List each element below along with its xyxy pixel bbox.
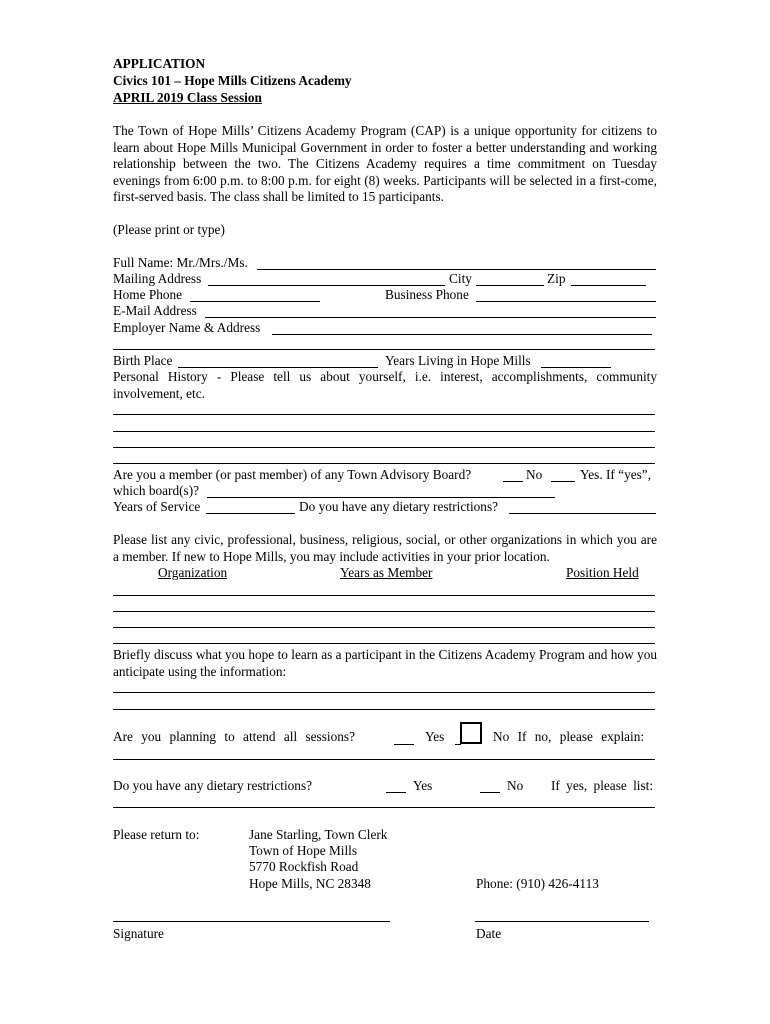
- advisory-question: Are you a member (or past member) of any Town Advisory Board?: [113, 467, 472, 482]
- dietary-field-1[interactable]: [509, 498, 656, 514]
- full-name-label: Full Name: Mr./Mrs./Ms.: [113, 255, 248, 270]
- advisory-no-blank[interactable]: [503, 466, 523, 482]
- signature-field[interactable]: [113, 906, 390, 922]
- organizations-line-3[interactable]: [113, 627, 655, 628]
- email-field[interactable]: [205, 302, 656, 318]
- column-position-held: Position Held: [566, 565, 639, 580]
- employer-field-line-2[interactable]: [113, 349, 655, 350]
- attend-question: Are you planning to attend all sessions?: [113, 729, 355, 744]
- dietary-if-yes-label: If yes, please list:: [551, 778, 654, 793]
- dietary-question-1: Do you have any dietary restrictions?: [299, 499, 499, 514]
- return-city: Hope Mills, NC 28348: [249, 876, 371, 891]
- attend-yes-blank[interactable]: [394, 729, 414, 745]
- form-title: APPLICATION: [113, 56, 206, 71]
- advisory-yes-label: Yes. If “yes”,: [580, 467, 652, 482]
- which-board-field[interactable]: [207, 482, 555, 498]
- advisory-yes-blank[interactable]: [551, 466, 575, 482]
- years-service-label: Years of Service: [113, 499, 201, 514]
- organizations-line-1[interactable]: [113, 595, 655, 596]
- zip-label: Zip: [547, 271, 566, 286]
- employer-label: Employer Name & Address: [113, 320, 261, 335]
- dietary-list-line[interactable]: [113, 807, 655, 808]
- business-phone-field[interactable]: [476, 286, 656, 302]
- column-years-member: Years as Member: [340, 565, 433, 580]
- intro-paragraph: The Town of Hope Mills’ Citizens Academy Program (CAP) is a unique opportunity for citizens to learn about Hope Mills Municipal Government in order to foster a better understanding and working relationship between the two. The Citizens Academy requires a time commitment on Tuesday evenings from 6:00 p.m. to 8:00 p.m. for eight (8) weeks. Participants will be selected in a first-come, first-served basis. The class shall be limited to 15 participants.: [113, 123, 657, 204]
- attend-no-checkbox[interactable]: [460, 722, 482, 744]
- zip-field[interactable]: [571, 270, 646, 286]
- return-org: Town of Hope Mills: [249, 843, 358, 858]
- return-street: 5770 Rockfish Road: [249, 859, 359, 874]
- learn-line-2[interactable]: [113, 709, 655, 710]
- return-phone: Phone: (910) 426-4113: [476, 876, 599, 891]
- signature-label: Signature: [113, 926, 164, 941]
- advisory-no-label: No: [526, 467, 543, 482]
- learn-line-1[interactable]: [113, 692, 655, 693]
- birth-place-field[interactable]: [178, 352, 378, 368]
- years-living-field[interactable]: [541, 352, 611, 368]
- which-board-label: which board(s)?: [113, 483, 200, 498]
- class-session: APRIL 2019 Class Session: [113, 90, 262, 105]
- home-phone-label: Home Phone: [113, 287, 183, 302]
- home-phone-field[interactable]: [190, 286, 320, 302]
- personal-history-line-2[interactable]: [113, 431, 655, 432]
- dietary-no-label: No: [507, 778, 524, 793]
- dietary-yes-blank[interactable]: [386, 777, 406, 793]
- years-living-label: Years Living in Hope Mills: [385, 353, 531, 368]
- dietary-yes-label: Yes: [413, 778, 433, 793]
- years-service-field[interactable]: [206, 498, 295, 514]
- organizations-prompt: Please list any civic, professional, business, religious, social, or other organizations in which you are a member. If new to Hope Mills, you may include activities in your prior location.: [113, 532, 657, 564]
- organizations-line-2[interactable]: [113, 611, 655, 612]
- city-label: City: [449, 271, 472, 286]
- city-field[interactable]: [476, 270, 544, 286]
- dietary-question-2: Do you have any dietary restrictions?: [113, 778, 313, 793]
- birth-place-label: Birth Place: [113, 353, 173, 368]
- organizations-line-4[interactable]: [113, 643, 655, 644]
- attend-yes-label: Yes: [425, 729, 445, 744]
- attend-explain-line[interactable]: [113, 759, 655, 760]
- return-name: Jane Starling, Town Clerk: [249, 827, 388, 842]
- personal-history-line-4[interactable]: [113, 463, 655, 464]
- attend-no-label: No If no, please explain:: [493, 729, 645, 744]
- return-label: Please return to:: [113, 827, 200, 842]
- email-label: E-Mail Address: [113, 303, 197, 318]
- column-organization: Organization: [158, 565, 228, 580]
- mailing-address-field[interactable]: [208, 270, 445, 286]
- print-note: (Please print or type): [113, 222, 225, 237]
- date-label: Date: [476, 926, 502, 941]
- personal-history-prompt: Personal History - Please tell us about yourself, i.e. interest, accomplishments, community involvement, etc.: [113, 369, 657, 401]
- mailing-address-label: Mailing Address: [113, 271, 202, 286]
- full-name-field[interactable]: [257, 254, 656, 270]
- personal-history-line-3[interactable]: [113, 447, 655, 448]
- dietary-no-blank[interactable]: [480, 777, 500, 793]
- date-field[interactable]: [475, 906, 649, 922]
- form-subtitle: Civics 101 – Hope Mills Citizens Academy: [113, 73, 352, 88]
- employer-field[interactable]: [272, 319, 652, 335]
- business-phone-label: Business Phone: [385, 287, 469, 302]
- personal-history-line-1[interactable]: [113, 414, 655, 415]
- learn-prompt: Briefly discuss what you hope to learn as a participant in the Citizens Academy Program and how you anticipate using the information:: [113, 647, 657, 679]
